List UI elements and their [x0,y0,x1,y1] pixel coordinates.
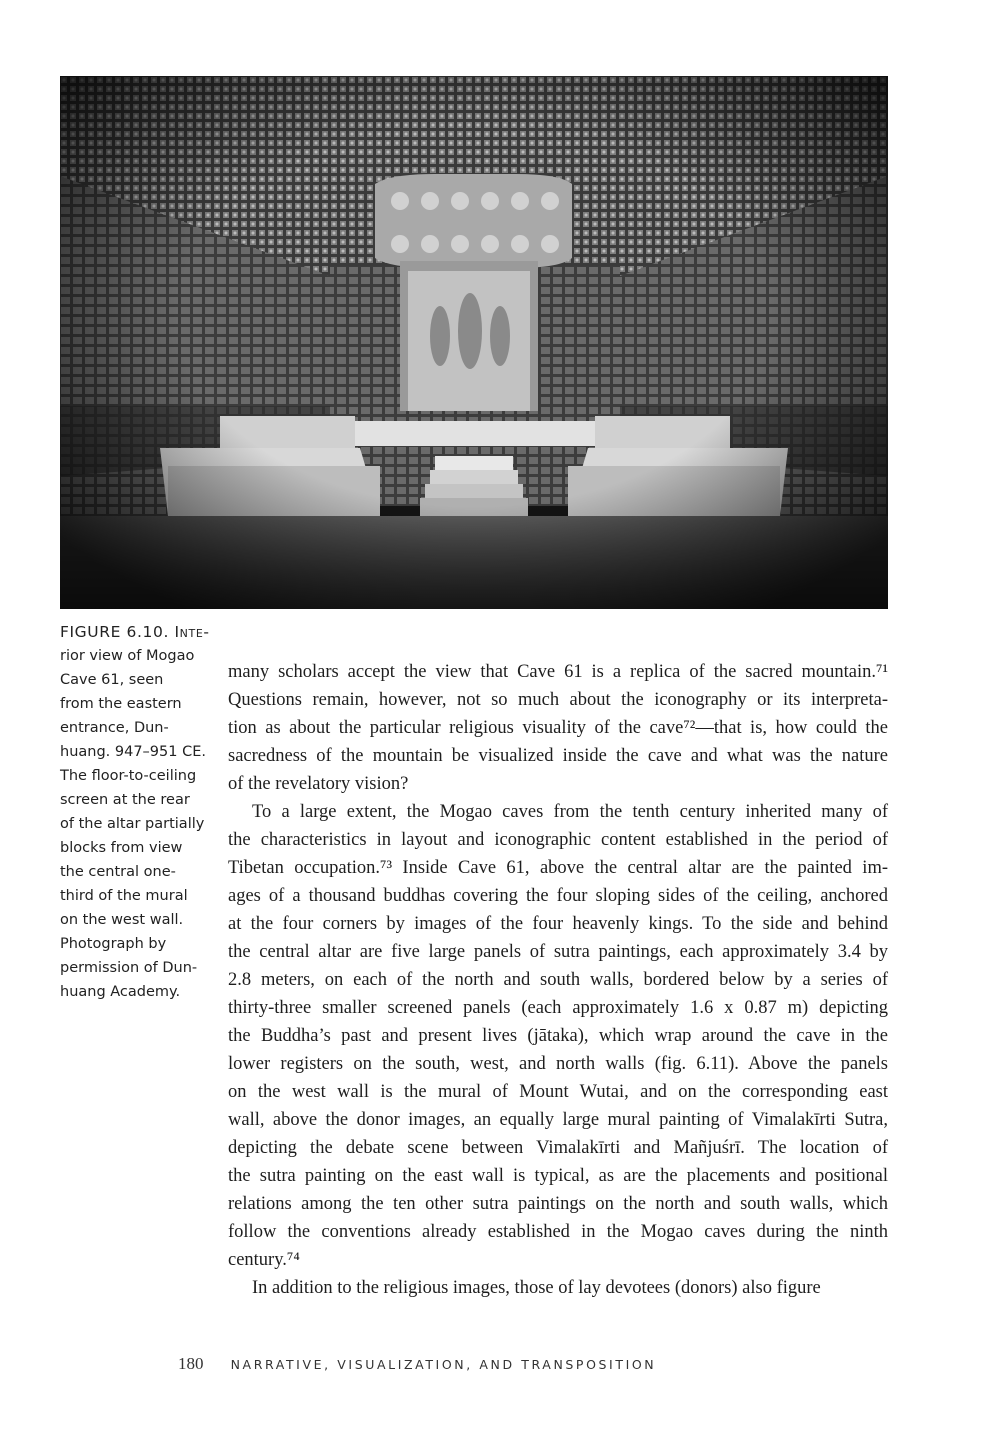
page-footer [178,1354,656,1374]
body-line: the central altar are five large panels of sutra paintings, each approximately 3.4 by [228,942,888,962]
caption-line: from the eastern [60,696,182,712]
body-line: on the west wall is the mural of Mount Wutai, and on the corresponding east [228,1082,888,1102]
caption-line: Photograph by [60,936,167,952]
caption-line: huang. 947–951 CE. [60,744,206,760]
caption-line: screen at the rear [60,792,190,808]
page-number: 180 [178,1354,204,1373]
body-line: depicting the debate scene between Vimalakīrti and Mañjuśrī. The location of [228,1138,888,1158]
body-line: the sutra painting on the east wall is typical, as are the placements and positional [228,1166,888,1186]
body-line: the characteristics in layout and iconographic content established in the period of [228,830,888,850]
body-line: ages of a thousand buddhas covering the four sloping sides of the ceiling, anchored [228,886,888,906]
body-line: 2.8 meters, on each of the north and south walls, bordered below by a series of [228,970,888,990]
caption-line: permission of Dun- [60,960,198,976]
body-line: In addition to the religious images, those of lay devotees (donors) also figure [252,1278,821,1298]
body-line: follow the conventions already established in the Mogao caves during the ninth [228,1222,888,1242]
caption-line: huang Academy. [60,984,181,1000]
caption-line: the central one- [60,864,176,880]
body-line: lower registers on the south, west, and north walls (fig. 6.11). Above the panels [228,1054,888,1074]
body-line: relations among the ten other sutra paintings on the north and south walls, which [228,1194,888,1214]
caption-line: FIGURE 6.10. Inte- [60,623,210,641]
body-line: century.⁷⁴ [228,1250,300,1270]
caption-line: entrance, Dun- [60,720,169,736]
body-line: To a large extent, the Mogao caves from the tenth century inherited many of [252,802,888,822]
caption-line: of the altar partially [60,816,205,832]
body-line: Questions remain, however, not so much about the iconography or its interpreta- [228,690,888,710]
running-head: NARRATIVE, VISUALIZATION, AND TRANSPOSITION [230,1357,657,1372]
body-line: the Buddha’s past and present lives (jātaka), which wrap around the cave in the [228,1026,888,1046]
body-line: thirty-three smaller screened panels (each approximately 1.6 x 0.87 m) depicting [228,998,888,1018]
body-line: many scholars accept the view that Cave 61 is a replica of the sacred mountain.⁷¹ [228,662,888,682]
body-line: Tibetan occupation.⁷³ Inside Cave 61, above the central altar are the painted im- [228,858,888,878]
caption-line: on the west wall. [60,912,184,928]
caption-line: rior view of Mogao [60,648,195,664]
body-line: at the four corners by images of the four heavenly kings. To the side and behind [228,914,888,934]
body-text [228,658,888,1302]
cave-interior-photo [60,76,888,609]
caption-line: third of the mural [60,888,188,904]
figure-caption [60,620,210,1004]
caption-line: The floor-to-ceiling [60,768,197,784]
body-line: of the revelatory vision? [228,774,409,794]
body-line: tion as about the particular religious visuality of the cave⁷²—that is, how could the [228,718,888,738]
cave-photo-drawing [60,76,888,609]
body-line: wall, above the donor images, an equally large mural painting of Vimalakīrti Sutra, [228,1110,888,1130]
body-line: sacredness of the mountain be visualized inside the cave and what was the nature [228,746,888,766]
caption-line: blocks from view [60,840,183,856]
caption-line: Cave 61, seen [60,672,164,688]
